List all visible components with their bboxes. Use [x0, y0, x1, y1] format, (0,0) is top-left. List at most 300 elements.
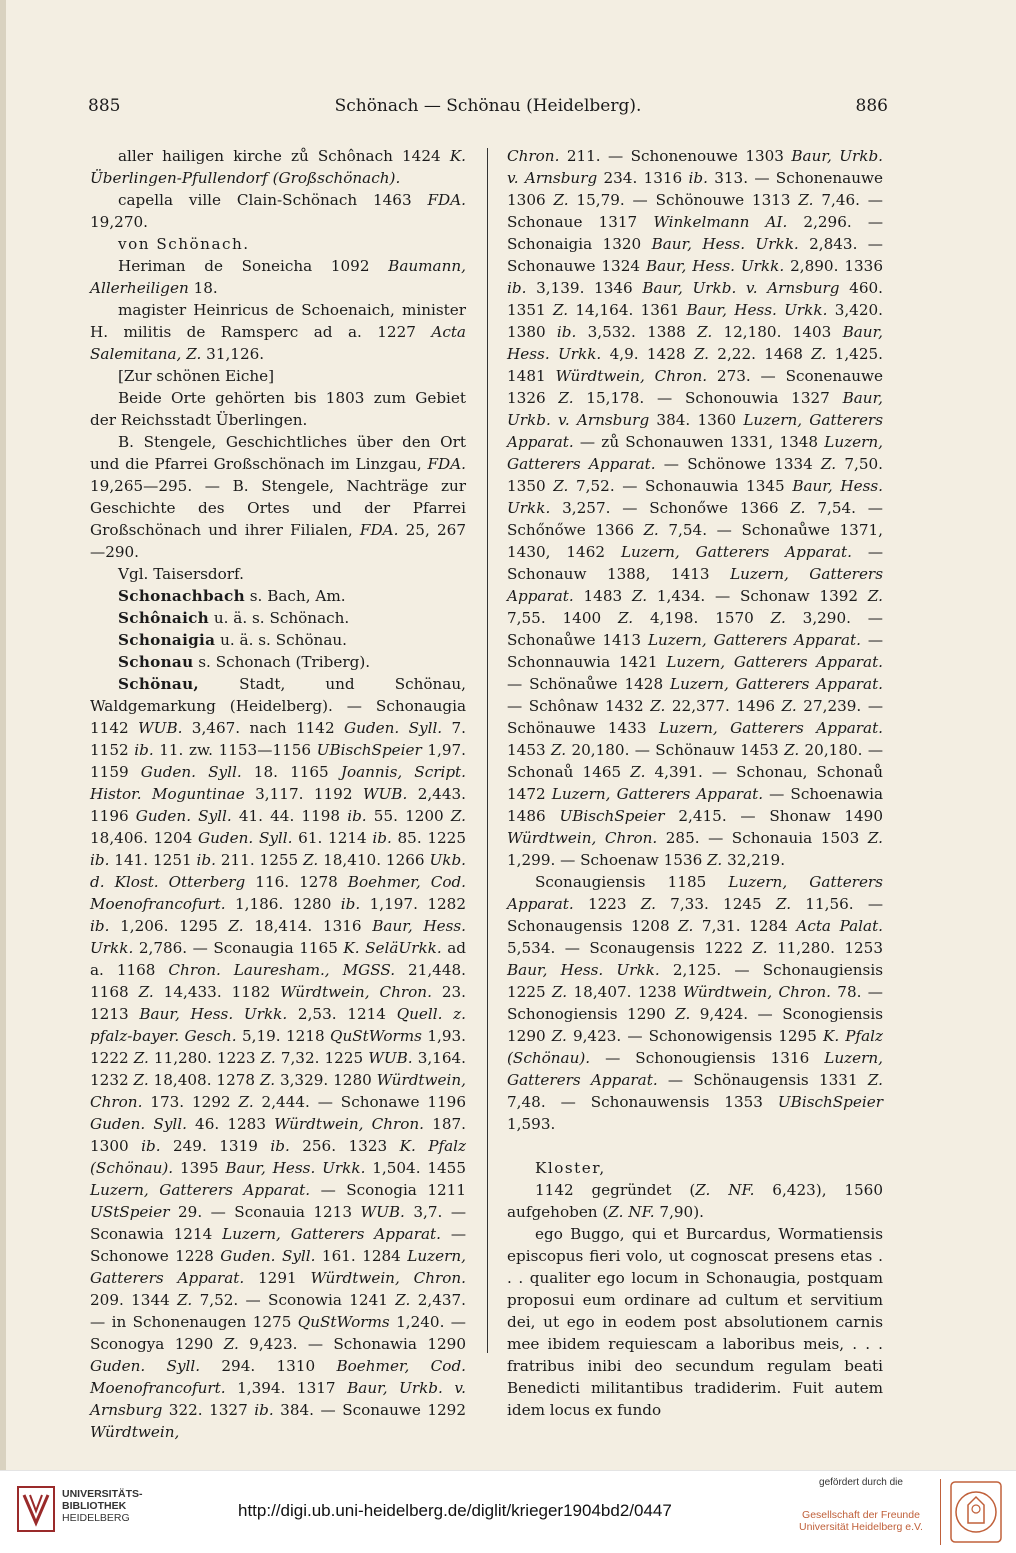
text-run: 18,407. 1238: [567, 983, 683, 1001]
text-run: — Schonowe 1228: [90, 1225, 467, 1265]
citation: Z.: [259, 1071, 276, 1089]
paragraph: [90, 607, 466, 629]
text-run: Sconaugiensis 1185: [535, 873, 729, 891]
text-run: [Zur schönen Eiche]: [118, 367, 275, 385]
paragraph: [507, 1179, 883, 1223]
citation: WUB.: [138, 719, 183, 737]
text-run: 249. 1319: [160, 1137, 271, 1155]
citation: Luzern, Gatterers Apparat.: [551, 785, 764, 803]
text-run: 7,90).: [654, 1203, 704, 1221]
citation: Ukb. d. Klost. Otterberg: [90, 851, 467, 891]
paragraph: [90, 673, 466, 1443]
paragraph: [90, 651, 466, 673]
citation: Z.: [238, 1093, 254, 1111]
text-run: — Schonauw 1388, 1413: [507, 543, 884, 583]
citation: Z.: [260, 1049, 276, 1067]
text-run: 7,31. 1284: [693, 917, 797, 935]
text-run: 173. 1292: [142, 1093, 239, 1111]
text-run: u. ä. s. Schönach.: [209, 609, 350, 627]
text-run: 2,443. 1196: [90, 785, 466, 825]
text-run: 1,593.: [507, 1115, 556, 1133]
citation: Guden. Syll.: [344, 719, 443, 737]
citation: WUB.: [360, 1203, 405, 1221]
citation: Z.: [697, 323, 713, 341]
citation: ib.: [270, 1137, 290, 1155]
citation: Z.: [228, 917, 244, 935]
paragraph: [90, 233, 466, 255]
text-run: 7,48. — Schonauwensis 1353: [507, 1093, 778, 1111]
citation: Z. NF.: [608, 1203, 655, 1221]
citation: FDA.: [427, 455, 466, 473]
lemma: Schônaich: [118, 609, 210, 627]
citation: Baur, Hess. Urkk.: [686, 301, 828, 319]
text-run: 5,19. 1218: [236, 1027, 331, 1045]
citation: Luzern, Gatterers Apparat.: [658, 719, 883, 737]
citation: Z.: [395, 1291, 411, 1309]
text-run: 1,93. 1222: [90, 1027, 466, 1067]
citation: Luzern, Gatterers Apparat.: [507, 565, 883, 605]
text-run: 285. — Schonauia 1503: [657, 829, 868, 847]
citation: Z.: [558, 389, 574, 407]
paragraph: [90, 299, 466, 365]
text-run: 1223: [573, 895, 641, 913]
text-run: 2,786. — Sconaugia 1165: [133, 939, 344, 957]
text-run: 18,408. 1278: [148, 1071, 260, 1089]
citation: Z.: [811, 345, 827, 363]
text-run: 3,257. — Schonőwe 1366: [550, 499, 791, 517]
lemma: Schonachbach: [118, 587, 245, 605]
citation: ib.: [556, 323, 577, 341]
paragraph: [90, 585, 466, 607]
citation: Z.: [133, 1049, 149, 1067]
citation: UStSpeier: [90, 1203, 170, 1221]
text-run: 2,125. — Schonaugiensis 1225: [507, 961, 883, 1001]
citation: Z.: [223, 1335, 239, 1353]
citation: Z.: [303, 851, 319, 869]
lemma: Schonaigia: [118, 631, 216, 649]
text-run: 11,56. — Schonaugensis 1208: [507, 895, 884, 935]
text-run: 1142 gegründet (: [535, 1181, 696, 1199]
text-run: aller hailigen kirche zů Schônach 1424: [118, 147, 450, 165]
citation: Z.: [650, 697, 666, 715]
section-heading: von Schönach.: [118, 235, 250, 253]
citation: Z.: [798, 191, 814, 209]
right-column: [507, 145, 883, 1421]
section-heading: Kloster,: [535, 1159, 606, 1177]
paragraph: [90, 145, 466, 189]
citation: Z.: [552, 301, 569, 319]
text-run: 18,410. 1266: [318, 851, 430, 869]
text-run: 187. 1300: [90, 1115, 466, 1155]
citation: ib.: [90, 917, 110, 935]
citation: Würdtwein, Chron.: [507, 829, 658, 847]
text-run: — Schoenawia 1486: [507, 785, 884, 825]
text-run: 2,843. — Schonauwe 1324: [507, 235, 883, 275]
text-run: — Schönaůwe 1428: [507, 675, 671, 693]
page-number-right: 886: [855, 96, 888, 116]
text-run: 294. 1310: [200, 1357, 337, 1375]
citation: Z.: [640, 895, 656, 913]
text-run: 1483: [573, 587, 632, 605]
text-run: 1,197. 1282: [360, 895, 466, 913]
paragraph-gap: [507, 1135, 883, 1157]
text-run: 7,33. 1245: [655, 895, 776, 913]
citation: ib.: [347, 807, 367, 825]
citation: Z.: [138, 983, 154, 1001]
text-run: 116. 1278: [245, 873, 348, 891]
citation: Baur, Hess. Urkk.: [90, 917, 466, 957]
citation: Würdtwein, Chron.: [310, 1269, 466, 1287]
sponsor-divider: [940, 1479, 941, 1545]
text-run: 3,420. 1380: [507, 301, 884, 341]
text-run: 15,79. — Schönouwe 1313: [568, 191, 799, 209]
text-run: 7,52. — Schonauwia 1345: [568, 477, 793, 495]
citation: Baur, Hess. Urkk.: [651, 235, 799, 253]
citation: Z.: [553, 191, 569, 209]
text-run: 2,415. — Shonaw 1490: [664, 807, 883, 825]
citation: Baur, Urkb. v. Arnsburg: [507, 389, 883, 429]
citation: Würdtwein, Chron.: [90, 1071, 466, 1111]
text-run: 3,117. 1192: [244, 785, 363, 803]
text-run: 3,164. 1232: [90, 1049, 467, 1089]
text-run: 211. — Schonenouwe 1303: [559, 147, 792, 165]
citation: Guden. Syll.: [135, 807, 232, 825]
text-run: 4,9. 1428: [601, 345, 694, 363]
citation: Luzern, Gatterers Apparat.: [507, 1049, 883, 1089]
text-run: s. Bach, Am.: [244, 587, 346, 605]
citation: Würdtwein,: [90, 1423, 180, 1441]
text-run: 313. — Schonenauwe 1306: [507, 169, 883, 209]
text-run: ego Buggo, qui et Burcardus, Wormatiensis episcopus fieri volo, ut cognoscat presens etas . . . qualiter ego locum in Schonaugia, postquam proposui eum ordinare ad cultum et servitium dei, ut ego in eodem post absolutionem carnis mee ibidem requiescam a laboribus meis, . . . fratribus inibi deo secundum regulam beati Benedicti militantibus tradiderim. Fuit autem idem locus ex fundo: [507, 1225, 883, 1419]
text-run: 21,448. 1168: [90, 961, 467, 1001]
text-run: 1,186. 1280: [225, 895, 341, 913]
text-run: 7. 1152: [90, 719, 466, 759]
citation: Baur, Urkb. v. Arnsburg: [642, 279, 840, 297]
source-url-link[interactable]: http://digi.ub.uni-heidelberg.de/diglit/krieger1904bd2/0447: [238, 1501, 672, 1520]
text-run: 3,329. 1280: [275, 1071, 377, 1089]
paragraph: [90, 387, 466, 431]
text-run: 273. — Sconenauwe 1326: [507, 367, 884, 407]
text-run: 1,240. — Sconogya 1290: [90, 1313, 466, 1353]
citation: Würdtwein, Chron.: [274, 1115, 425, 1133]
citation: Z.: [693, 345, 709, 363]
text-run: magister Heinricus de Schoenaich, minister H. militis de Ramsperc ad a. 1227: [90, 301, 466, 341]
footer-bar: [0, 1470, 1016, 1553]
library-name-line2: BIBLIOTHEK: [62, 1500, 127, 1512]
paragraph: [507, 145, 883, 871]
text-run: 5,534. — Sconaugensis 1222: [507, 939, 753, 957]
citation: Luzern, Gatterers Apparat.: [670, 675, 884, 693]
text-run: 41. 44. 1198: [231, 807, 348, 825]
paragraph: [507, 1223, 883, 1421]
text-run: 20,180. — Schönauw 1453: [566, 741, 785, 759]
library-name: [62, 1488, 143, 1524]
text-run: 3,532. 1388: [576, 323, 698, 341]
citation: K. Pfalz (Schönau).: [90, 1137, 466, 1177]
citation: Z.: [867, 1071, 883, 1089]
text-run: 3,290. — Schonaůwe 1413: [507, 609, 883, 649]
text-run: Heriman de Soneicha 1092: [118, 257, 389, 275]
citation: Z.: [707, 851, 723, 869]
text-run: 234. 1316: [597, 169, 689, 187]
citation: UBischSpeier: [316, 741, 422, 759]
citation: Guden. Syll.: [90, 1357, 201, 1375]
text-run: 18.: [188, 279, 218, 297]
citation: Z.: [643, 521, 659, 539]
citation: Luzern, Gatterers Apparat.: [666, 653, 884, 671]
text-run: — Schönowe 1334: [655, 455, 822, 473]
citation: Z.: [781, 697, 797, 715]
citation: Acta Salemitana, Z.: [90, 323, 466, 363]
text-run: 25, 267—290.: [90, 521, 466, 561]
scan-edge: [0, 0, 6, 1470]
text-run: s. Schonach (Triberg).: [193, 653, 371, 671]
page-number-left: 885: [88, 96, 121, 116]
sponsor-line3: Universität Heidelberg e.V.: [799, 1521, 923, 1533]
text-run: — zů Schonauwen 1331, 1348: [573, 433, 825, 451]
citation: Guden. Syll.: [140, 763, 242, 781]
text-run: — Schonougiensis 1316: [590, 1049, 825, 1067]
text-run: 14,164. 1361: [568, 301, 687, 319]
citation: Würdtwein, Chron.: [280, 983, 432, 1001]
text-run: 15,178. — Schonouwia 1327: [573, 389, 843, 407]
text-run: Beide Orte gehörten bis 1803 zum Gebiet der Reichsstadt Überlingen.: [90, 389, 466, 429]
text-run: 460. 1351: [507, 279, 883, 319]
citation: Z. NF.: [695, 1181, 755, 1199]
citation: Baumann, Allerheiligen: [90, 257, 466, 297]
citation: UBischSpeier: [777, 1093, 883, 1111]
citation: ib.: [90, 851, 110, 869]
text-run: 1,434. — Schonaw 1392: [647, 587, 868, 605]
citation: ib.: [507, 279, 527, 297]
citation: Guden. Syll.: [90, 1115, 187, 1133]
text-run: 4,198. 1570: [633, 609, 771, 627]
citation: Luzern, Gatterers Apparat.: [507, 433, 883, 473]
citation: Z.: [775, 895, 792, 913]
text-run: 20,180. — Schonaů 1465: [507, 741, 884, 781]
citation: Luzern, Gatterers Apparat.: [620, 543, 852, 561]
text-run: 2,296. — Schonaigia 1320: [507, 213, 884, 253]
text-run: 1,299. — Schoenaw 1536: [507, 851, 708, 869]
citation: Z.: [450, 807, 466, 825]
text-run: 19,265—295. — B. Stengele, Nachträge zur Geschichte des Ortes und der Pfarrei Großschönach und ihrer Filialen,: [90, 477, 466, 539]
text-run: 1,206. 1295: [109, 917, 229, 935]
citation: WUB.: [368, 1049, 413, 1067]
citation: Baur, Hess. Urkk.: [225, 1159, 366, 1177]
text-run: 22,377. 1496: [665, 697, 782, 715]
text-run: 2,444. — Schonawe 1196: [253, 1093, 467, 1111]
text-run: 18,414. 1316: [243, 917, 373, 935]
text-run: 7,55. 1400: [507, 609, 619, 627]
text-run: B. Stengele, Geschichtliches über den Ort und die Pfarrei Großschönach im Linzgau,: [90, 433, 466, 473]
text-run: 322. 1327: [162, 1401, 255, 1419]
citation: WUB.: [362, 785, 408, 803]
citation: Z.: [553, 477, 569, 495]
text-run: 1,394. 1317: [225, 1379, 348, 1397]
citation: Z.: [790, 499, 806, 517]
text-run: 2,22. 1468: [708, 345, 812, 363]
citation: Luzern, Gatterers Apparat.: [222, 1225, 441, 1243]
text-run: 32,219.: [722, 851, 786, 869]
text-run: 256. 1323: [289, 1137, 400, 1155]
citation: Z.: [784, 741, 800, 759]
text-run: 3,467. nach 1142: [182, 719, 344, 737]
citation: Luzern, Gatterers Apparat.: [90, 1247, 466, 1287]
citation: Baur, Hess. Urkk.: [507, 961, 660, 979]
text-run: 7,54. — Schonaůwe 1371, 1430, 1462: [507, 521, 883, 561]
text-run: 1,504. 1455: [365, 1159, 466, 1177]
university-seal-icon: [950, 1481, 1002, 1543]
text-run: 2,53. 1214: [287, 1005, 397, 1023]
citation: Luzern, Gatterers Apparat.: [647, 631, 861, 649]
text-run: 9,423. — Schonawia 1290: [238, 1335, 466, 1353]
citation: ib.: [340, 895, 361, 913]
citation: Z.: [678, 917, 694, 935]
lemma: Schönau,: [118, 675, 199, 693]
text-run: 12,180. 1403: [712, 323, 843, 341]
citation: Würdtwein, Chron.: [555, 367, 708, 385]
citation: Würdtwein, Chron.: [682, 983, 831, 1001]
citation: Z.: [630, 763, 646, 781]
text-run: 384. — Sconauwe 1292: [273, 1401, 466, 1419]
citation: Baur, Urkb. v. Arnsburg: [507, 147, 883, 187]
citation: Luzern, Gatterers Apparat.: [507, 873, 883, 913]
citation: Z.: [867, 587, 883, 605]
text-run: 27,239. — Schönauwe 1433: [507, 697, 884, 737]
text-run: 11. zw. 1153—1156: [153, 741, 317, 759]
text-run: 61. 1214: [292, 829, 373, 847]
citation: Boehmer, Cod. Moenofrancofurt.: [90, 873, 467, 913]
text-run: — Sconogia 1211: [310, 1181, 466, 1199]
citation: Boehmer, Cod. Moenofrancofurt.: [90, 1357, 466, 1397]
citation: K. Pfalz (Schönau).: [507, 1027, 883, 1067]
citation: Guden. Syll.: [198, 829, 293, 847]
citation: Z.: [551, 741, 567, 759]
sponsor-line1: gefördert durch die: [819, 1477, 903, 1488]
citation: QuStWorms: [330, 1027, 422, 1045]
citation: ib.: [372, 829, 392, 847]
text-run: 4,391. — Schonau, Schonaů 1472: [507, 763, 883, 803]
citation: QuStWorms: [297, 1313, 390, 1331]
text-run: Stadt, und Schönau, Waldgemarkung (Heidelberg). — Schonaugia 1142: [90, 675, 466, 737]
running-header: [88, 96, 888, 120]
paragraph: [90, 365, 466, 387]
citation: ib.: [688, 169, 708, 187]
column-divider: [487, 148, 488, 1353]
citation: Baur, Urkb. v. Arnsburg: [90, 1379, 466, 1419]
citation: Baur, Hess. Urkk.: [139, 1005, 288, 1023]
text-run: — Schonnauwia 1421: [507, 631, 884, 671]
citation: K. Überlingen-Pfullendorf (Großschönach).: [90, 147, 466, 187]
citation: ib.: [141, 1137, 161, 1155]
text-run: 46. 1283: [186, 1115, 275, 1133]
text-run: 7,54. — Schőnőwe 1366: [507, 499, 883, 539]
citation: ib.: [254, 1401, 274, 1419]
citation: Baur, Hess. Urkk.: [507, 477, 883, 517]
text-run: 211. 1255: [215, 851, 304, 869]
text-run: 7,46. — Schonaue 1317: [507, 191, 883, 231]
library-logo-icon: [16, 1485, 56, 1533]
text-run: 1,97. 1159: [90, 741, 466, 781]
text-run: 2,437. — in Schonenaugen 1275: [90, 1291, 467, 1331]
text-run: 161. 1284: [315, 1247, 408, 1265]
text-run: 2,890. 1336: [784, 257, 883, 275]
paragraph: [90, 431, 466, 563]
citation: ib.: [134, 741, 154, 759]
text-run: 9,423. — Schonowigensis 1295: [566, 1027, 823, 1045]
text-run: 18,406. 1204: [90, 829, 199, 847]
citation: Z.: [770, 609, 786, 627]
text-run: 7,32. 1225: [275, 1049, 369, 1067]
text-run: 11,280. 1223: [148, 1049, 261, 1067]
text-run: 29. — Sconauia 1213: [169, 1203, 361, 1221]
library-name-line1: UNIVERSITÄTS-: [62, 1488, 143, 1500]
citation: Z.: [631, 587, 648, 605]
text-run: Vgl. Taisersdorf.: [118, 565, 244, 583]
citation: K. SeläUrkk.: [343, 939, 442, 957]
sponsor-line2: Gesellschaft der Freunde: [802, 1509, 920, 1521]
citation: Acta Palat.: [796, 917, 883, 935]
text-run: 19,270.: [90, 213, 148, 231]
text-run: 9,424. — Sconogiensis 1290: [507, 1005, 883, 1045]
citation: FDA.: [427, 191, 466, 209]
left-column: [90, 145, 466, 1443]
text-run: 1291: [244, 1269, 311, 1287]
citation: Joannis, Script. Histor. Moguntinae: [90, 763, 466, 803]
paragraph: [90, 255, 466, 299]
citation: ib.: [196, 851, 216, 869]
citation: Z.: [133, 1071, 149, 1089]
text-run: 31,126.: [201, 345, 265, 363]
citation: Luzern, Gatterers Apparat.: [507, 411, 883, 451]
paragraph: [90, 629, 466, 651]
page-title: Schönach — Schönau (Heidelberg).: [334, 96, 642, 116]
citation: Baur, Hess. Urkk.: [507, 323, 883, 363]
text-run: 3,139. 1346: [526, 279, 643, 297]
text-run: — Schônaw 1432: [507, 697, 651, 715]
paragraph: [507, 1157, 883, 1179]
citation: Z.: [551, 1027, 567, 1045]
text-run: 3,7. — Sconawia 1214: [90, 1203, 467, 1243]
text-run: 6,423), 1560 aufgehoben (: [507, 1181, 883, 1221]
text-run: 209. 1344: [90, 1291, 178, 1309]
citation: Z.: [177, 1291, 193, 1309]
citation: Z.: [867, 829, 883, 847]
text-run: capella ville Clain-Schönach 1463: [118, 191, 428, 209]
text-run: 7,52. — Sconowia 1241: [192, 1291, 396, 1309]
text-run: 78. — Schonogiensis 1290: [507, 983, 883, 1023]
citation: Luzern, Gatterers Apparat.: [90, 1181, 311, 1199]
text-run: 55. 1200: [366, 807, 451, 825]
citation: Z.: [821, 455, 837, 473]
paragraph: [90, 563, 466, 585]
text-run: 1,425. 1481: [507, 345, 883, 385]
text-run: 141. 1251: [109, 851, 197, 869]
citation: Z.: [552, 983, 568, 1001]
text-run: 1395: [173, 1159, 226, 1177]
text-run: 85. 1225: [391, 829, 466, 847]
text-run: 7,50. 1350: [507, 455, 883, 495]
text-run: ad a. 1168: [90, 939, 467, 979]
text-run: 18. 1165: [241, 763, 341, 781]
citation: Z.: [675, 1005, 691, 1023]
citation: Baur, Hess. Urkk.: [645, 257, 785, 275]
citation: Z.: [618, 609, 634, 627]
citation: Chron.: [507, 147, 560, 165]
paragraph: [90, 189, 466, 233]
citation: Quell. z. pfalz-bayer. Gesch.: [90, 1005, 467, 1045]
lemma: Schonau: [118, 653, 194, 671]
